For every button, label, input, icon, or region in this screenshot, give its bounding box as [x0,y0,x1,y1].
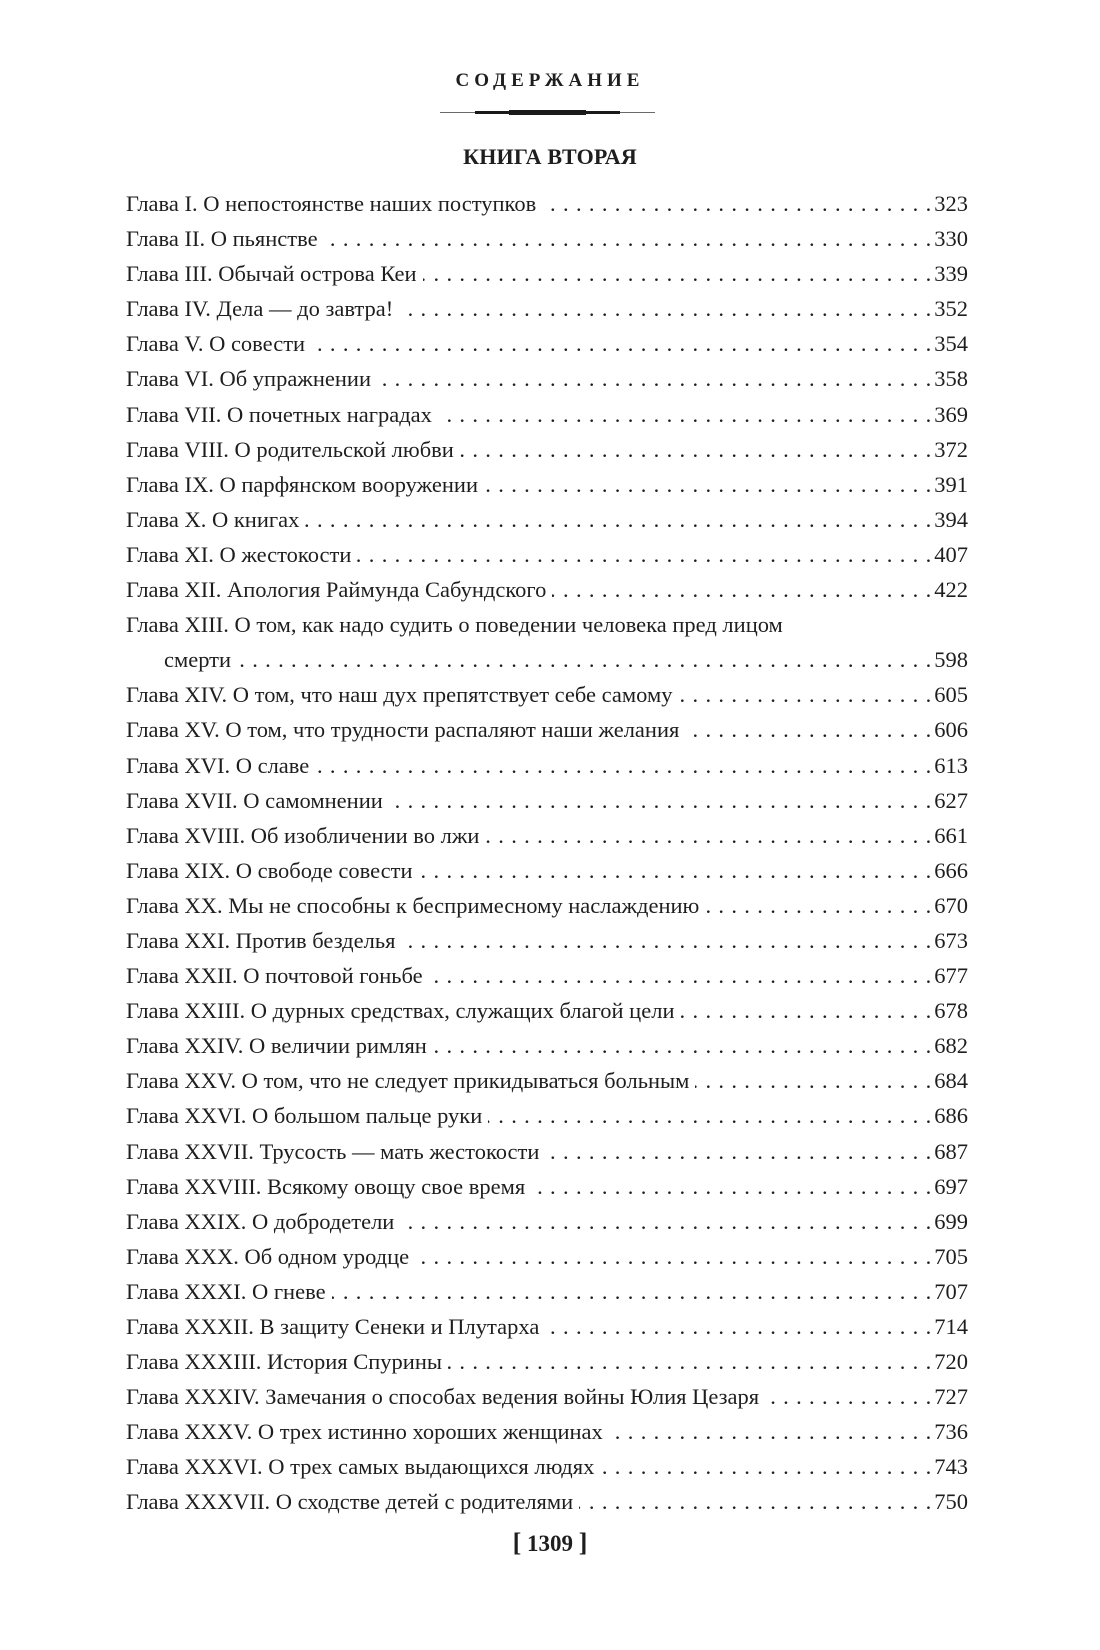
dot-leader [433,1028,931,1063]
toc-entry-title: Глава XXXI. О гневе [126,1278,326,1304]
folio-bracket-close: ] [578,1528,588,1557]
dot-leader [765,1379,931,1414]
toc-entry-title: Глава XVIII. Об изобличении во лжи [126,822,480,848]
dot-leader [542,186,931,221]
section-title: КНИГА ВТОРАЯ [463,144,637,169]
page-number-folio [0,1528,1100,1558]
toc-entry-page: 666 [934,857,968,883]
toc-entry-page: 369 [934,401,968,427]
folio-bracket-open: [ [512,1528,522,1557]
dot-leader [311,326,931,361]
toc-entry[interactable] [126,256,968,291]
toc-entry-title: Глава VII. О почетных наградах [126,401,432,427]
dot-leader [389,783,931,818]
running-head: СОДЕРЖАНИЕ [455,70,645,91]
toc-entry[interactable] [126,221,968,256]
toc-entry-title: Глава XXXV. О трех истинно хороших женщинах [126,1419,603,1445]
dot-leader [305,502,931,537]
dot-leader [324,221,932,256]
dot-leader [399,291,931,326]
toc-entry-page: 422 [934,577,968,603]
toc-entry[interactable] [126,1063,968,1098]
toc-entry-page: 720 [934,1349,968,1375]
dot-leader [680,993,931,1028]
toc-entry-title: Глава II. О пьянстве [126,226,318,252]
toc-entry-title: Глава XIX. О свободе совести [126,857,413,883]
ornamental-rule [440,109,655,117]
toc-entry[interactable] [126,818,968,853]
page-number: 1309 [527,1531,573,1556]
toc-entry[interactable] [126,1484,968,1519]
dot-leader [423,256,932,291]
toc-entry-page: 330 [934,226,968,252]
toc-entry[interactable] [126,361,968,396]
toc-entry-title: Глава XXII. О почтовой гоньбе [126,963,423,989]
toc-entry-page: 407 [934,541,968,567]
toc-entry[interactable] [126,1414,968,1449]
toc-entry[interactable] [126,432,968,467]
dot-leader [600,1449,931,1484]
dot-leader [438,397,931,432]
table-of-contents [126,186,968,1520]
dot-leader [448,1344,931,1379]
toc-entry-title: Глава XXXVII. О сходстве детей с родителями [126,1489,574,1515]
toc-entry-page: 736 [934,1419,968,1445]
toc-entry-title: Глава I. О непостоянстве наших поступков [126,191,537,216]
toc-entry-page: 391 [934,471,968,497]
toc-entry-page: 684 [934,1068,968,1094]
toc-entry-page: 699 [934,1208,968,1234]
toc-entry-title: Глава XII. Апология Раймунда Сабундского [126,577,547,603]
toc-entry[interactable] [126,1379,968,1414]
toc-entry-page: 687 [934,1138,968,1164]
toc-entry-page: 358 [934,366,968,392]
toc-entry[interactable] [126,1028,968,1063]
dot-leader [545,1309,931,1344]
toc-entry-title: Глава XXXIII. История Спурины [126,1349,442,1375]
dot-leader [545,1134,931,1169]
toc-entry[interactable] [126,748,968,783]
toc-entry-title: Глава IV. Дела — до завтра! [126,296,394,322]
toc-entry-page: 394 [934,506,968,532]
toc-entry-page: 372 [934,436,968,462]
dot-leader [485,818,931,853]
dot-leader [678,677,931,712]
toc-entry-title: Глава XIV. О том, что наш дух препятствует себе самому [126,682,673,708]
toc-entry[interactable] [126,1344,968,1379]
toc-entry[interactable] [126,607,968,642]
toc-entry-page: 673 [934,927,968,953]
toc-entry[interactable] [126,572,968,607]
toc-entry[interactable] [126,1098,968,1133]
toc-entry[interactable] [126,993,968,1028]
toc-entry[interactable] [126,1449,968,1484]
toc-entry-page: 605 [934,682,968,708]
toc-entry[interactable] [126,537,968,572]
toc-entry[interactable] [126,1204,968,1239]
toc-entry-title: Глава XXXIV. Замечания о способах ведения войны Юлия Цезаря [126,1384,760,1410]
toc-entry-page: 354 [934,331,968,357]
toc-entry-title: Глава XXIII. О дурных средствах, служащих благой цели [126,998,675,1024]
toc-entry-title: Глава XX. Мы не способны к беспримесному наслаждению [126,892,700,918]
toc-entry-page: 606 [934,717,968,743]
dot-leader [609,1414,931,1449]
dot-leader [315,748,931,783]
toc-entry-title: Глава III. Обычай острова Кеи [126,261,417,287]
toc-entry[interactable] [126,467,968,502]
toc-entry-page: 661 [934,822,968,848]
toc-entry-title: Глава IX. О парфянском вооружении [126,471,478,497]
toc-entry[interactable] [126,712,968,747]
toc-entry-page: 627 [934,787,968,813]
toc-entry-page: 323 [934,191,968,216]
dot-leader [415,1239,931,1274]
toc-entry-page: 613 [934,752,968,778]
toc-entry-page: 682 [934,1033,968,1059]
toc-entry-page: 697 [934,1173,968,1199]
toc-entry-title: Глава XI. О жестокости [126,541,352,567]
toc-entry-title: Глава XV. О том, что трудности распаляют наши желания [126,717,680,743]
dot-leader [460,432,931,467]
toc-entry-page: 678 [934,998,968,1024]
toc-entry[interactable] [126,1309,968,1344]
toc-entry-page: 727 [934,1384,968,1410]
toc-entry-title: Глава XIII. О том, как надо судить о поведении человека пред лицом [126,612,783,638]
toc-entry-title: Глава VIII. О родительской любви [126,436,454,462]
toc-entry-page: 598 [934,647,968,673]
dot-leader [695,1063,931,1098]
toc-entry-page: 339 [934,261,968,287]
toc-entry-title: Глава XXV. О том, что не следует прикидываться больным [126,1068,690,1094]
toc-entry-page: 705 [934,1243,968,1269]
toc-entry[interactable] [126,923,968,958]
dot-leader [400,1204,931,1239]
toc-entry[interactable] [126,1134,968,1169]
toc-entry-title: Глава XXVIII. Всякому овощу свое время [126,1173,526,1199]
toc-entry[interactable] [126,1239,968,1274]
toc-entry-page: 743 [934,1454,968,1480]
toc-entry-title: Глава VI. Об упражнении [126,366,372,392]
dot-leader [579,1484,931,1519]
toc-entry[interactable] [126,1169,968,1204]
toc-entry-title: Глава XXVI. О большом пальце руки [126,1103,483,1129]
toc-entry-title: Глава XXXII. В защиту Сенеки и Плутарха [126,1314,540,1339]
dot-leader [531,1169,931,1204]
toc-entry-page: 352 [934,296,968,322]
dot-leader [401,923,931,958]
toc-entry-title: Глава XVI. О славе [126,752,310,778]
dot-leader [552,572,931,607]
dot-leader [237,642,931,677]
toc-entry-page: 686 [934,1103,968,1129]
toc-entry-title: Глава X. О книгах [126,506,300,532]
toc-entry[interactable] [126,1274,968,1309]
toc-entry-continuation[interactable] [126,642,968,677]
dot-leader [377,361,931,396]
toc-entry[interactable] [126,326,968,361]
rule-center [509,110,586,115]
toc-entry-title: Глава XXIV. О величии римлян [126,1033,427,1059]
toc-entry-title: Глава V. О совести [126,331,306,357]
toc-entry-page: 714 [934,1314,968,1339]
dot-leader [419,853,932,888]
dot-leader [685,712,931,747]
toc-entry[interactable] [126,291,968,326]
toc-entry[interactable] [126,502,968,537]
toc-entry-page: 750 [934,1489,968,1515]
dot-leader [705,888,931,923]
toc-entry[interactable] [126,853,968,888]
dot-leader [332,1274,932,1309]
toc-entry[interactable] [126,397,968,432]
toc-entry[interactable] [126,888,968,923]
toc-entry-title-continuation: смерти [164,647,232,673]
dot-leader [488,1098,931,1133]
toc-entry-title: Глава XXVII. Трусость — мать жестокости [126,1138,540,1164]
dot-leader [484,467,931,502]
toc-entry-title: Глава XXX. Об одном уродце [126,1243,410,1269]
toc-entry-page: 670 [934,892,968,918]
dot-leader [357,537,931,572]
toc-entry-title: Глава XXXVI. О трех самых выдающихся людях [126,1454,595,1480]
toc-entry-title: Глава XXI. Против безделья [126,927,396,953]
toc-entry-title: Глава XXIX. О добродетели [126,1208,395,1234]
toc-entry[interactable] [126,958,968,993]
toc-entry[interactable] [126,677,968,712]
toc-entry[interactable] [126,783,968,818]
toc-entry-page: 707 [934,1278,968,1304]
toc-entry[interactable] [126,186,968,221]
toc-entry-title: Глава XVII. О самомнении [126,787,383,813]
toc-entry-page: 677 [934,963,968,989]
dot-leader [429,958,932,993]
